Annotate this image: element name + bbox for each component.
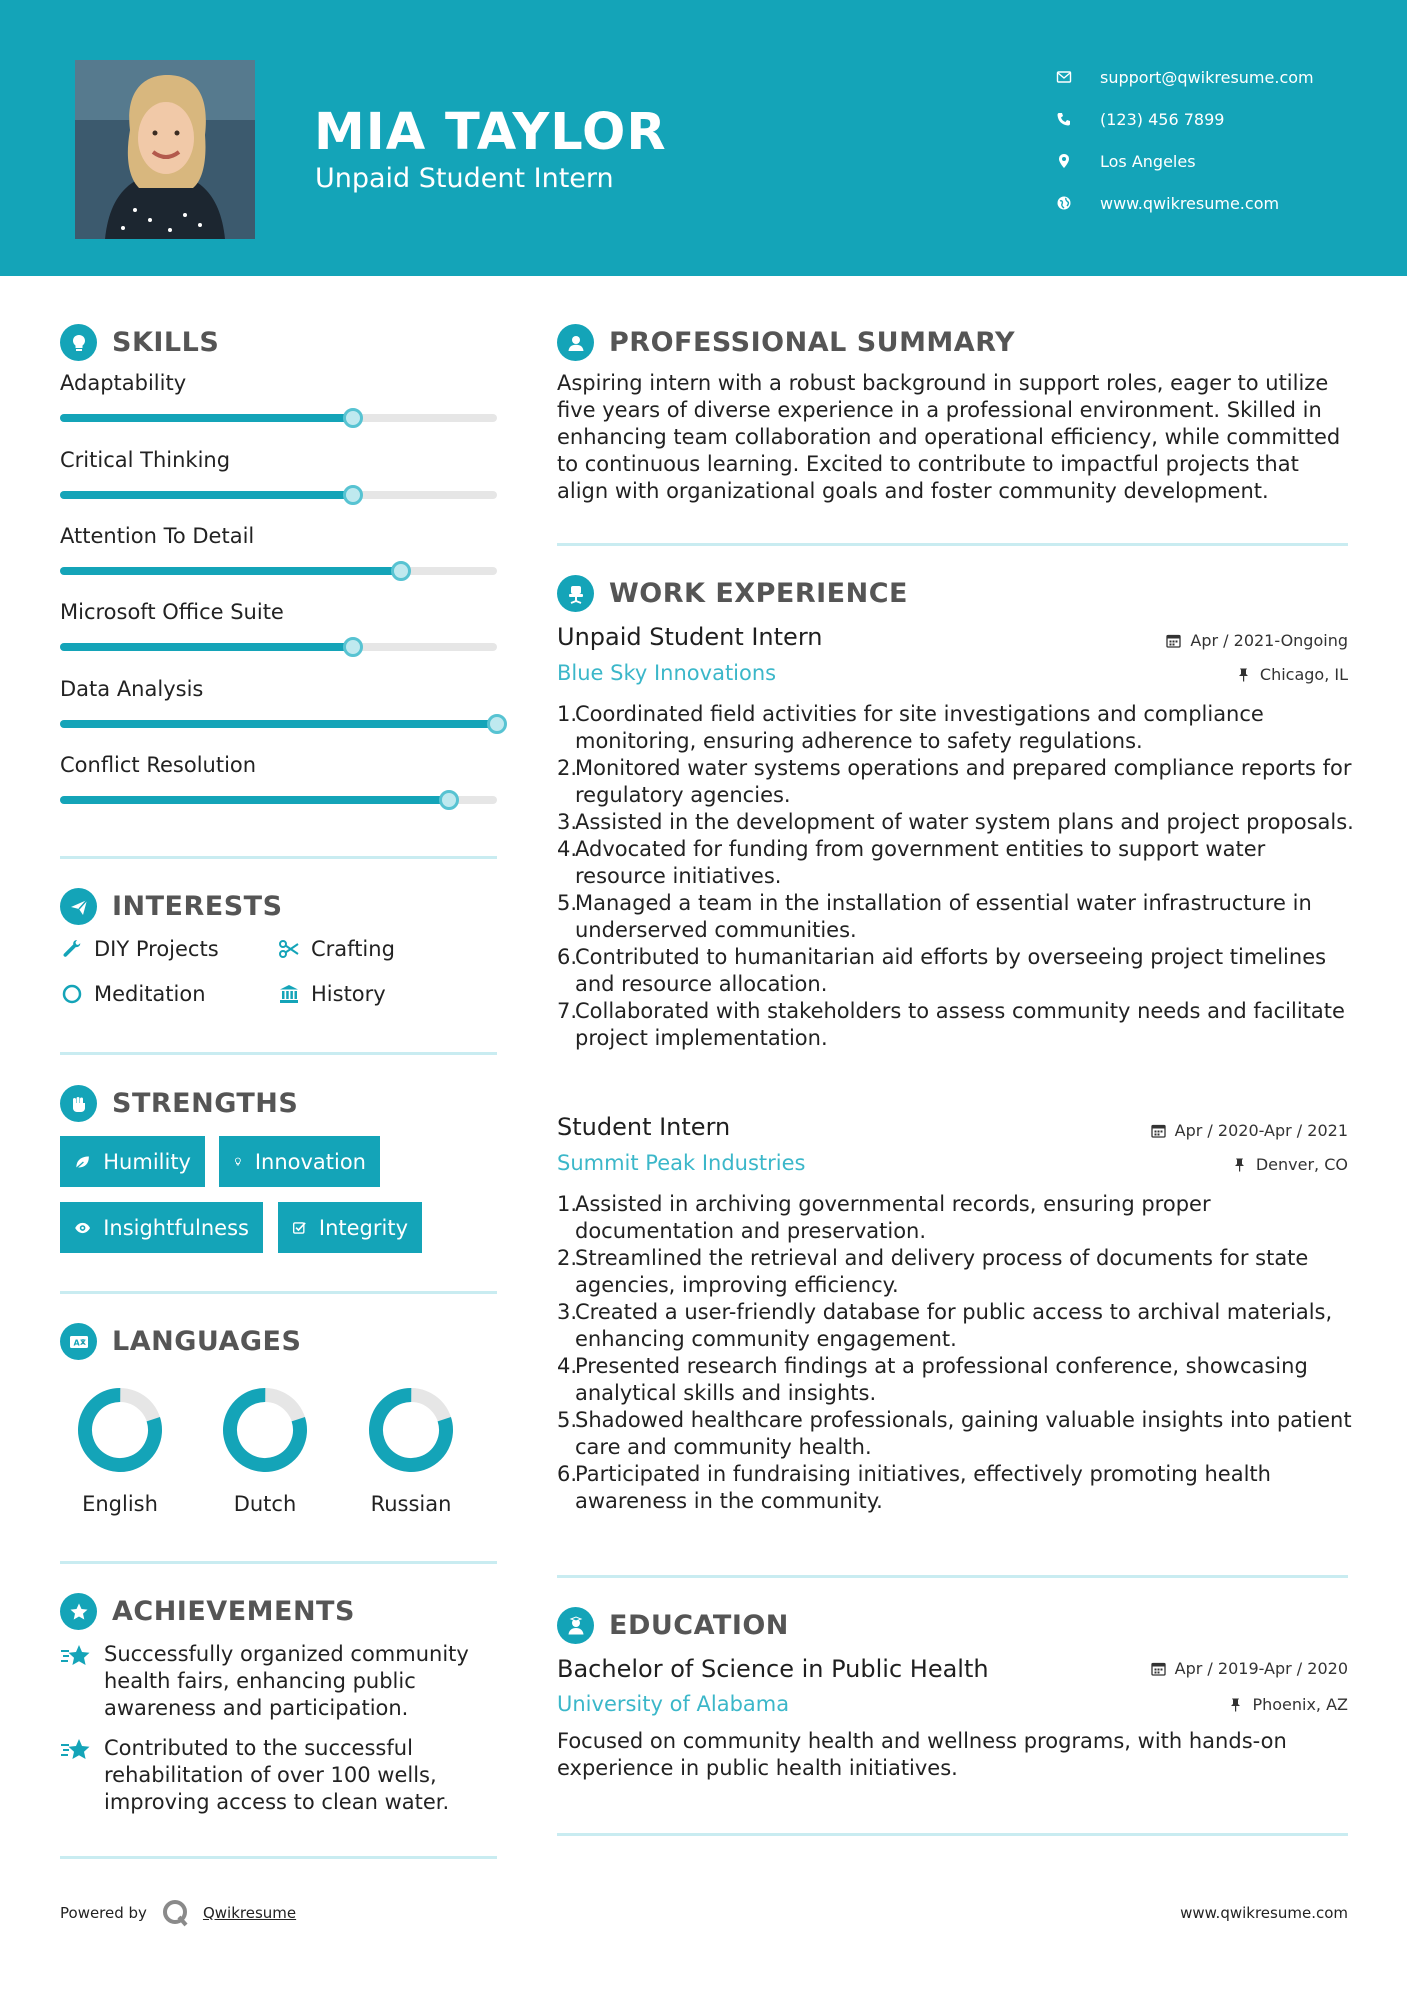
lightbulb-icon: [60, 324, 97, 361]
job-title: Unpaid Student Intern: [557, 623, 823, 651]
candidate-name: MIA TAYLOR: [314, 103, 667, 162]
achievement-item: Contributed to the successful rehabilitation of over 100 wells, improving access to clean water.: [60, 1735, 490, 1816]
interest-item: DIY Projects: [60, 937, 219, 961]
scissors-icon: [277, 937, 301, 961]
skills-heading: SKILLS: [60, 324, 219, 361]
interest-item: Meditation: [60, 982, 206, 1006]
achievements-heading: ACHIEVEMENTS: [60, 1593, 355, 1630]
education-description: Focused on community health and wellness programs, with hands-on experience in public health initiatives.: [557, 1729, 1287, 1780]
star-icon: [60, 1641, 94, 1722]
leaf-icon: [74, 1151, 91, 1173]
skill-attention-to-detail: Attention To Detail: [60, 524, 497, 548]
divider: [557, 543, 1348, 546]
list-item: 5. Managed a team in the installation of essential water infrastructure in underserved communities.: [557, 891, 1312, 942]
summary-text: Aspiring intern with a robust background in support roles, eager to utilize five years of diverse experience in a professional environment. Skilled in enhancing team collaboration and operational efficiency, while committed to continuous learning. Excited to contribute to impactful projects that align with organizational goals and foster community development.: [557, 371, 1341, 503]
calendar-icon: [1151, 1123, 1166, 1138]
contact-website[interactable]: www.qwikresume.com: [1054, 182, 1314, 224]
list-item: 6. Participated in fundraising initiatives, effectively promoting health awareness in the community.: [557, 1462, 1271, 1513]
education-dates: Apr / 2019-Apr / 2020: [1151, 1659, 1348, 1678]
star-icon: [60, 1593, 97, 1630]
resume-header: [0, 0, 1407, 276]
job-dates: Apr / 2021-Ongoing: [1166, 631, 1348, 650]
strength-tag: Insightfulness: [60, 1202, 263, 1253]
contact-email[interactable]: support@qwikresume.com: [1054, 56, 1314, 98]
candidate-title: Unpaid Student Intern: [315, 163, 614, 194]
list-item: 2. Streamlined the retrieval and delivery process of documents for state agencies, improving efficiency.: [557, 1246, 1309, 1297]
wrench-icon: [60, 937, 84, 961]
pushpin-icon: [1232, 1157, 1247, 1172]
divider: [60, 1291, 497, 1294]
skill-bar: [60, 414, 497, 422]
list-item: 4. Presented research findings at a professional conference, showcasing analytical skills and insights.: [557, 1354, 1308, 1405]
contact-location: Los Angeles: [1054, 140, 1314, 182]
profile-photo: [75, 60, 255, 239]
bank-icon: [277, 982, 301, 1006]
language-item: Dutch: [200, 1382, 330, 1516]
language-donut: [363, 1382, 459, 1478]
lightbulb-icon: [233, 1151, 243, 1173]
divider: [557, 1833, 1348, 1836]
list-item: 3. Assisted in the development of water system plans and project proposals.: [557, 810, 1354, 834]
education-location: Phoenix, AZ: [1228, 1695, 1348, 1714]
interest-item: History: [277, 982, 386, 1006]
paper-plane-icon: [60, 888, 97, 925]
divider: [557, 1575, 1348, 1578]
brand-link[interactable]: Qwikresume: [202, 1904, 297, 1922]
envelope-icon: [1054, 67, 1074, 87]
calendar-icon: [1151, 1661, 1166, 1676]
map-pin-icon: [1054, 151, 1074, 171]
skill-adaptability: Adaptability: [60, 371, 497, 395]
job-location: Chicago, IL: [1236, 665, 1348, 684]
strength-tag: Innovation: [219, 1136, 380, 1187]
education-heading: EDUCATION: [557, 1607, 789, 1644]
list-item: 2. Monitored water systems operations and prepared compliance reports for regulatory agencies.: [557, 756, 1352, 807]
language-donut: [72, 1382, 168, 1478]
footer-url[interactable]: www.qwikresume.com: [1180, 1904, 1348, 1922]
degree-title: Bachelor of Science in Public Health: [557, 1655, 989, 1683]
phone-icon: [1054, 109, 1074, 129]
footer-powered-by: Powered by Qwikresume: [60, 1898, 296, 1928]
list-item: 4. Advocated for funding from government entities to support water resource initiatives.: [557, 837, 1266, 888]
experience-heading: WORK EXPERIENCE: [557, 575, 908, 612]
graduate-icon: [557, 1607, 594, 1644]
pushpin-icon: [1236, 667, 1251, 682]
interest-item: Crafting: [277, 937, 395, 961]
svg-text:A: A: [73, 1338, 80, 1347]
job-location: Denver, CO: [1232, 1155, 1348, 1174]
fist-icon: [60, 1085, 97, 1122]
job-title: Student Intern: [557, 1113, 731, 1141]
skill-data-analysis: Data Analysis: [60, 677, 497, 701]
skill-bar: [60, 491, 497, 499]
eye-icon: [74, 1217, 91, 1239]
divider: [60, 1052, 497, 1055]
language-donut: [217, 1382, 313, 1478]
strength-tag: Integrity: [278, 1202, 422, 1253]
skill-conflict-resolution: Conflict Resolution: [60, 753, 497, 777]
strength-tag: Humility: [60, 1136, 205, 1187]
star-icon: [60, 1735, 94, 1816]
contact-list: [1054, 56, 1314, 224]
divider: [60, 1856, 497, 1859]
company-name: Summit Peak Industries: [557, 1151, 806, 1175]
office-chair-icon: [557, 575, 594, 612]
globe-icon: [1054, 193, 1074, 213]
job-bullets: [557, 1191, 1357, 1515]
language-item: English: [55, 1382, 185, 1516]
qwikresume-logo-icon: [161, 1898, 191, 1928]
job-bullets: [557, 701, 1357, 1052]
list-item: 7. Collaborated with stakeholders to assess community needs and facilitate project implementation.: [557, 999, 1345, 1050]
school-name: University of Alabama: [557, 1692, 790, 1716]
skill-bar: [60, 567, 497, 575]
languages-heading: A LANGUAGES: [60, 1323, 301, 1360]
divider: [60, 856, 497, 859]
divider: [60, 1561, 497, 1564]
summary-heading: PROFESSIONAL SUMMARY: [557, 324, 1015, 361]
user-icon: [557, 324, 594, 361]
list-item: 1. Assisted in archiving governmental records, ensuring proper documentation and preservation.: [557, 1192, 1211, 1243]
skill-microsoft-office: Microsoft Office Suite: [60, 600, 497, 624]
language-item: Russian: [346, 1382, 476, 1516]
job-dates: Apr / 2020-Apr / 2021: [1151, 1121, 1348, 1140]
language-icon: [60, 1323, 97, 1360]
interests-heading: INTERESTS: [60, 888, 283, 925]
list-item: 1. Coordinated field activities for site investigations and compliance monitoring, ensuring adherence to safety regulations.: [557, 702, 1264, 753]
skill-critical-thinking: Critical Thinking: [60, 448, 497, 472]
skill-bar: [60, 796, 497, 804]
circle-icon: [60, 982, 84, 1006]
contact-phone[interactable]: (123) 456 7899: [1054, 98, 1314, 140]
list-item: 6. Contributed to humanitarian aid efforts by overseeing project timelines and resource allocation.: [557, 945, 1327, 996]
skill-bar: [60, 643, 497, 651]
pushpin-icon: [1228, 1697, 1243, 1712]
company-name: Blue Sky Innovations: [557, 661, 777, 685]
check-square-icon: [292, 1217, 307, 1239]
strengths-heading: STRENGTHS: [60, 1085, 298, 1122]
list-item: 3. Created a user-friendly database for public access to archival materials, enhancing community engagement.: [557, 1300, 1333, 1351]
list-item: 5. Shadowed healthcare professionals, gaining valuable insights into patient care and community health.: [557, 1408, 1352, 1459]
achievement-item: Successfully organized community health fairs, enhancing public awareness and participation.: [60, 1641, 490, 1722]
skill-bar: [60, 720, 497, 728]
calendar-icon: [1166, 633, 1181, 648]
